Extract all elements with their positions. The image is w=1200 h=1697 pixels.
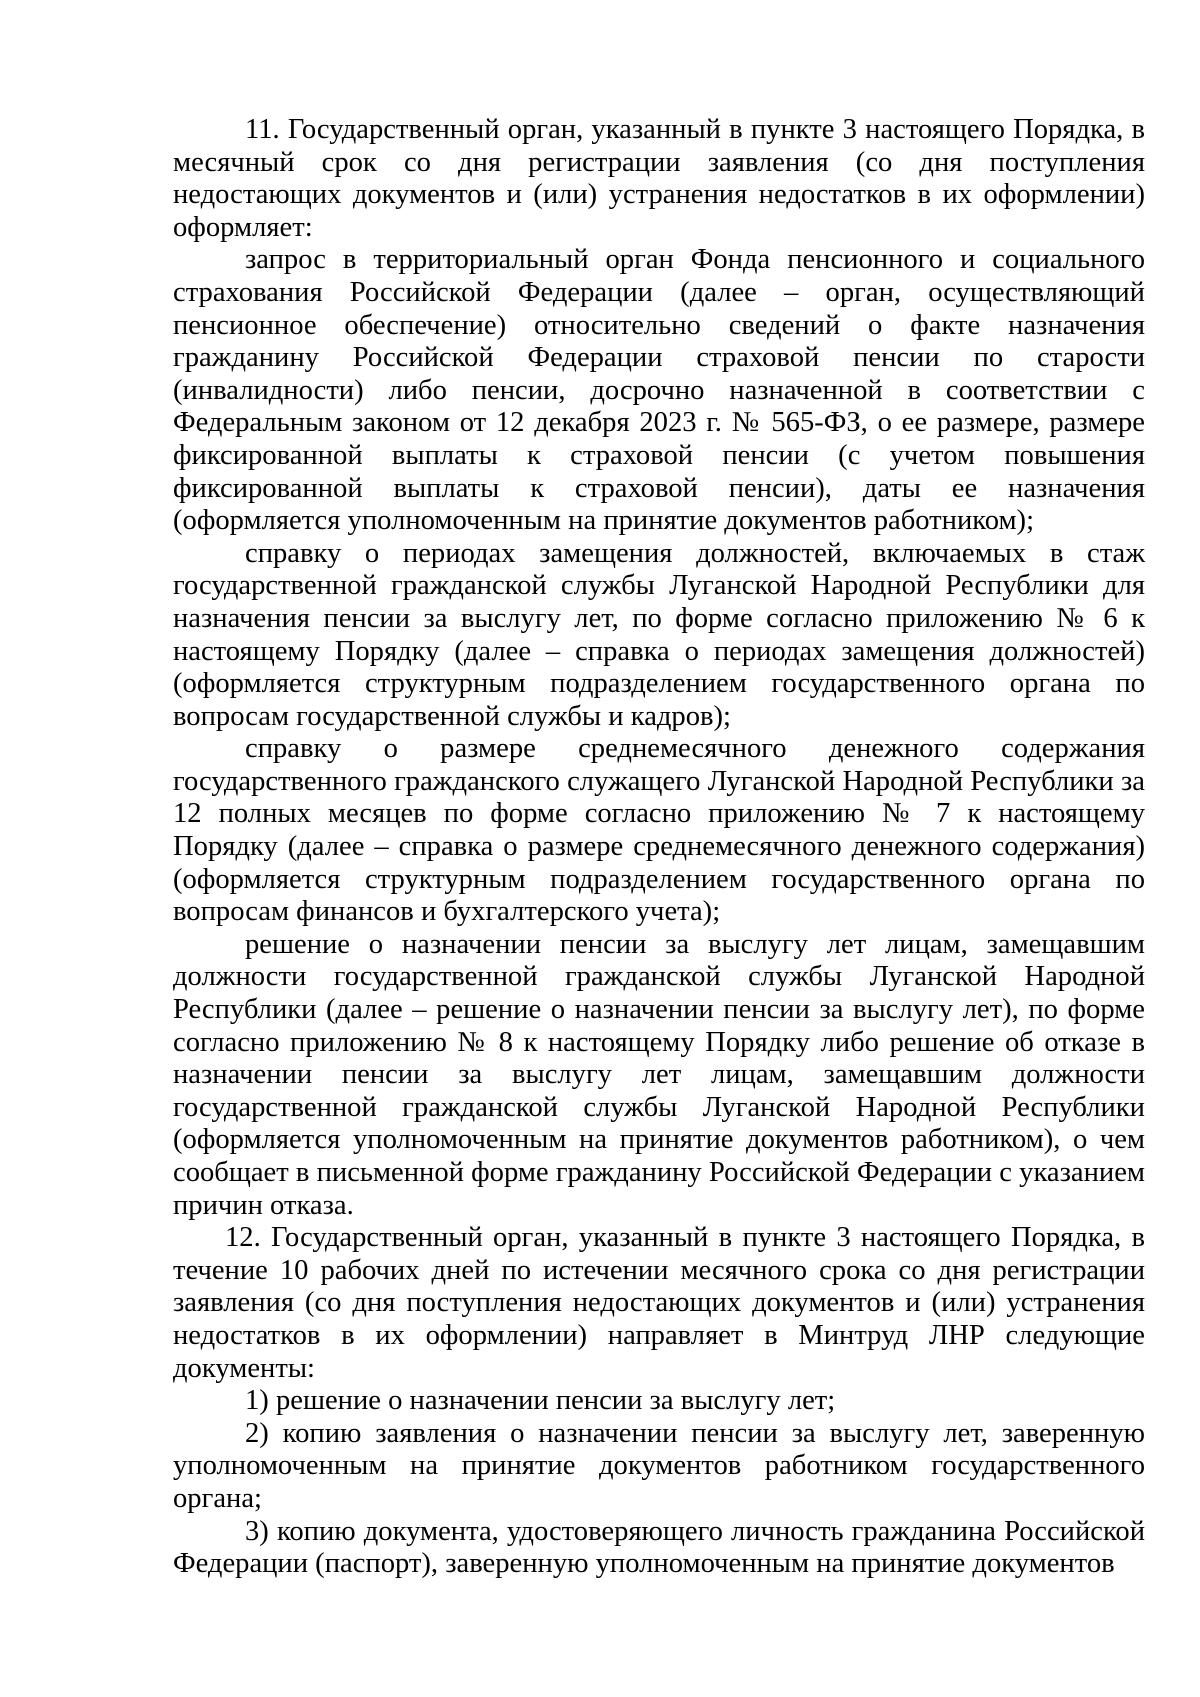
paragraph-certificate-periods: справку о периодах замещения должностей, включаемых в стаж государственной гражданской службы Луганской Народной Республики для назначения пенсии за выслугу лет, по форме согласно приложению № 6 к настоящему Порядку (далее – справка о периодах замещения должностей) (оформляется структурным подразделением государственного органа по вопросам государственной службы и кадров); (173, 537, 1145, 732)
document-body (173, 114, 1145, 1581)
paragraph-item-12: 12. Государственный орган, указанный в пункте 3 настоящего Порядка, в течение 10 рабочих дней по истечении месячного срока со дня регистрации заявления (со дня поступления недостающих документов и (или) устранения недостатков в их оформлении) направляет в Минтруд ЛНР следующие документы: (173, 1222, 1145, 1384)
paragraph-item-11: 11. Государственный орган, указанный в пункте 3 настоящего Порядка, в месячный срок со дня регистрации заявления (со дня поступления недостающих документов и (или) устранения недостатков в их оформлении) оформляет: (173, 114, 1145, 243)
list-item-3: 3) копию документа, удостоверяющего личность гражданина Российской Федерации (паспорт), заверенную уполномоченным на принятие документов (173, 1515, 1145, 1580)
list-item-2: 2) копию заявления о назначении пенсии за выслугу лет, заверенную уполномоченным на принятие документов работником государственного органа; (173, 1417, 1145, 1514)
list-item-1: 1) решение о назначении пенсии за выслугу лет; (245, 1385, 836, 1417)
paragraph-request: запрос в территориальный орган Фонда пенсионного и социального страхования Российской Федерации (далее – орган, осуществляющий пенсионное обеспечение) относительно сведений о факте назначения гражданину Российской Федерации страховой пенсии по старости (инвалидности) либо пенсии, досрочно назначенной в соответствии с Федеральным законом от 12 декабря 2023 г. № 565-ФЗ, о ее размере, размере фиксированной выплаты к страховой пенсии (с учетом повышения фиксированной выплаты к страховой пенсии), даты ее назначения (оформляется уполномоченным на принятие документов работником); (173, 244, 1145, 537)
paragraph-decision: решение о назначении пенсии за выслугу лет лицам, замещавшим должности государственной гражданской службы Луганской Народной Республики (далее – решение о назначении пенсии за выслугу лет), по форме согласно приложению № 8 к настоящему Порядку либо решение об отказе в назначении пенсии за выслугу лет лицам, замещавшим должности государственной гражданской службы Луганской Народной Республики (оформляется уполномоченным на принятие документов работником), о чем сообщает в письменной форме гражданину Российской Федерации с указанием причин отказа. (173, 928, 1145, 1221)
paragraph-certificate-salary: справку о размере среднемесячного денежного содержания государственного гражданского служащего Луганской Народной Республики за 12 полных месяцев по форме согласно приложению № 7 к настоящему Порядку (далее – справка о размере среднемесячного денежного содержания) (оформляется структурным подразделением государственного органа по вопросам финансов и бухгалтерского учета); (173, 733, 1145, 928)
